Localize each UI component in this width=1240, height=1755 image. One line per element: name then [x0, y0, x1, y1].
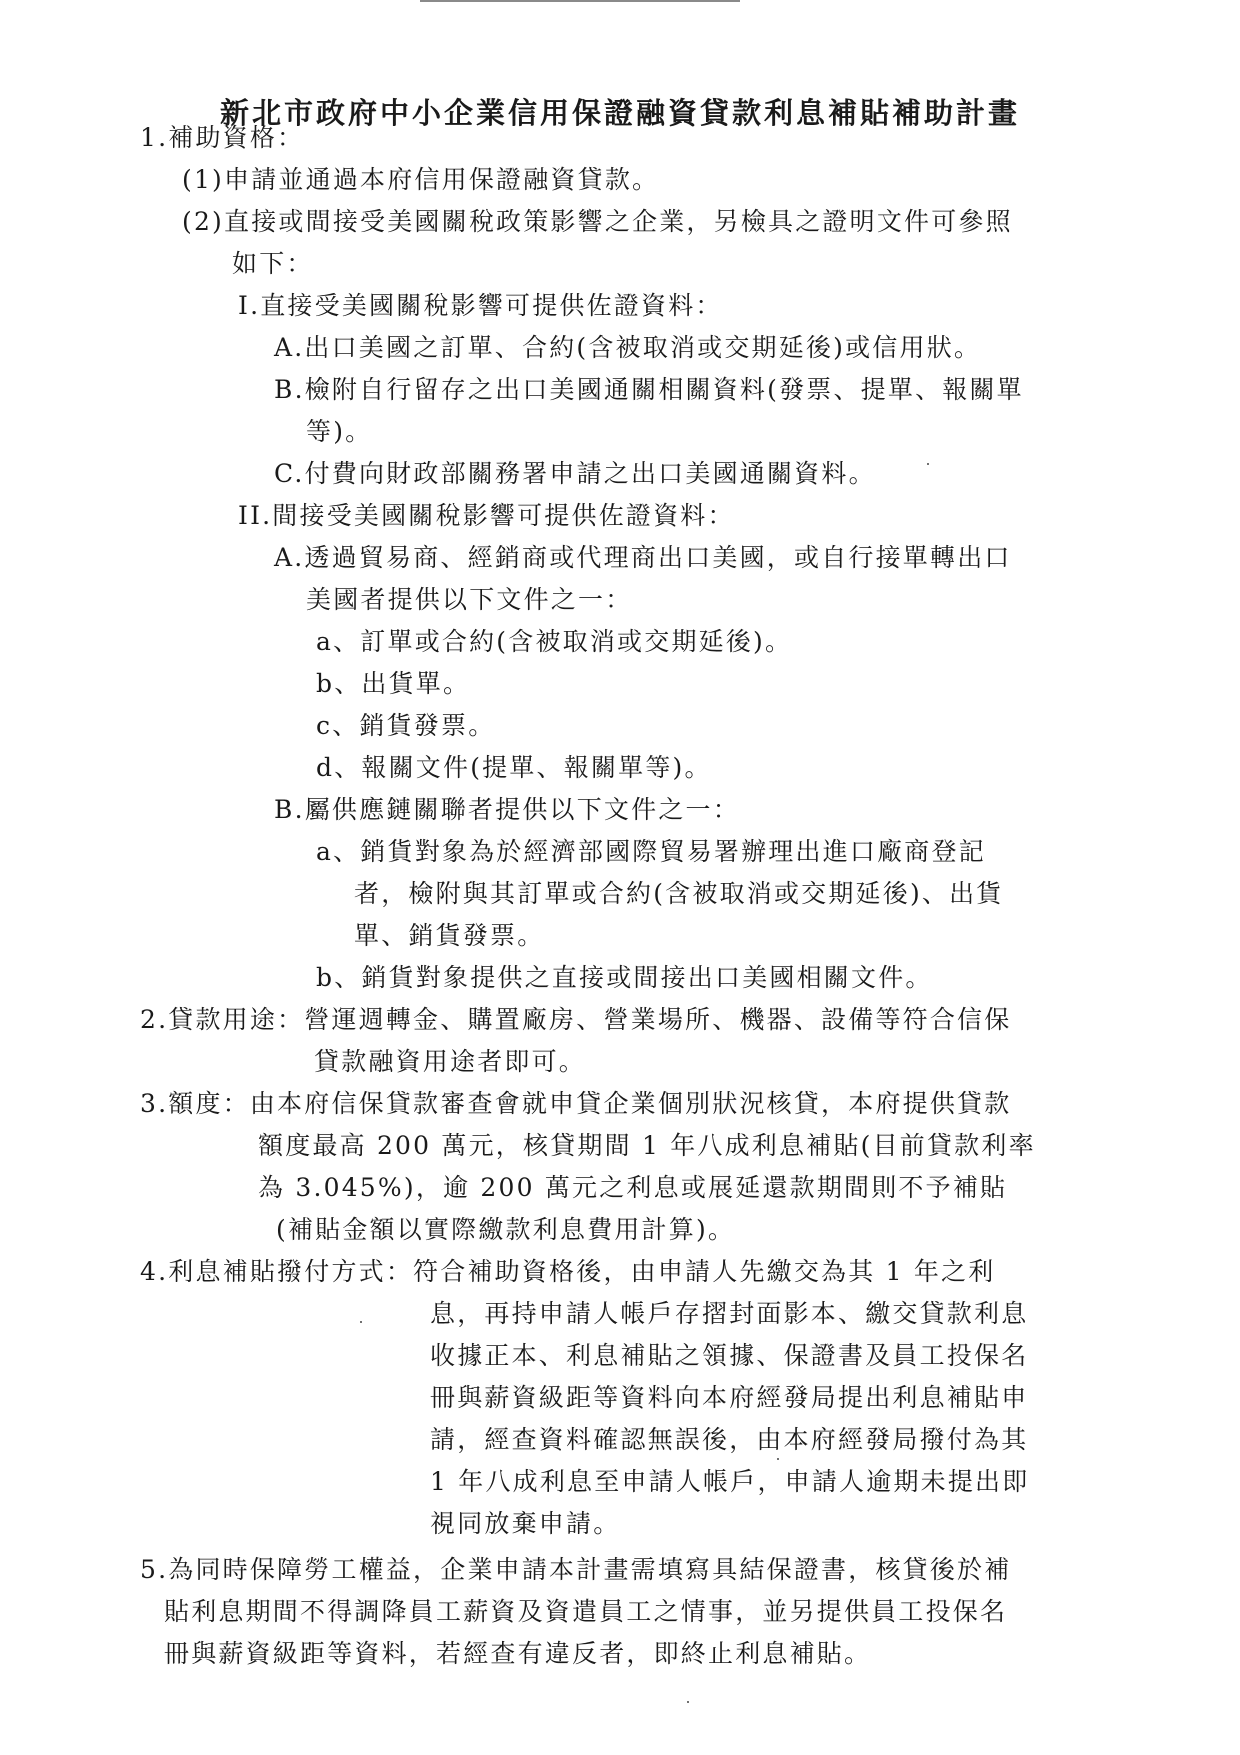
item-I-B-cont: 等)。	[306, 417, 373, 446]
item-II-B: B.屬供應鏈關聯者提供以下文件之一：	[274, 795, 740, 824]
section-4-cont4: 請，經查資料確認無誤後，由本府經發局撥付為其	[430, 1425, 1029, 1454]
item-II-A-b: b、出貨單。	[316, 669, 471, 698]
section-5: 5.為同時保障勞工權益，企業申請本計畫需填寫具結保證書，核貸後於補	[140, 1555, 1012, 1584]
item-II-A: A.透過貿易商、經銷商或代理商出口美國，或自行接單轉出口	[274, 543, 1012, 572]
scan-speck	[687, 1701, 689, 1703]
section-3: 3.額度：由本府信保貸款審查會就申貸企業個別狀況核貸，本府提供貸款	[140, 1089, 1012, 1118]
section-4-cont1: 息，再持申請人帳戶存摺封面影本、繳交貸款利息	[430, 1299, 1029, 1328]
item-I-B: B.檢附自行留存之出口美國通關相關資料(發票、提單、報關單	[274, 375, 1024, 404]
section-4: 4.利息補貼撥付方式：符合補助資格後，由申請人先繳交為其 1 年之利	[140, 1257, 996, 1286]
item-II-A-c: c、銷貨發票。	[316, 711, 496, 740]
item-1-2: (2)直接或間接受美國關稅政策影響之企業，另檢具之證明文件可參照	[182, 207, 1013, 236]
item-1-1: (1)申請並通過本府信用保證融資貸款。	[182, 165, 660, 194]
section-1-heading: 1.補助資格：	[140, 123, 305, 152]
section-4-cont6: 視同放棄申請。	[430, 1509, 621, 1538]
section-4-cont2: 收據正本、利息補貼之領據、保證書及員工投保名	[430, 1341, 1029, 1370]
section-3-cont2: 為 3.045%)，逾 200 萬元之利息或展延還款期間則不予補貼	[258, 1173, 1008, 1202]
item-II-B-b: b、銷貨對象提供之直接或間接出口美國相關文件。	[316, 963, 933, 992]
subsection-II-heading: II.間接受美國關稅影響可提供佐證資料：	[238, 501, 735, 530]
section-3-cont1: 額度最高 200 萬元，核貸期間 1 年八成利息補貼(目前貸款利率	[258, 1131, 1036, 1160]
scan-speck	[927, 463, 929, 465]
section-3-cont3: (補貼金額以實際繳款利息費用計算)。	[276, 1215, 736, 1244]
item-II-A-d: d、報關文件(提單、報關單等)。	[316, 753, 712, 782]
document-title: 新北市政府中小企業信用保證融資貸款利息補貼補助計畫	[219, 96, 1020, 131]
section-4-cont5: 1 年八成利息至申請人帳戶，申請人逾期未提出即	[430, 1467, 1030, 1496]
scan-edge-mark	[420, 0, 740, 2]
section-2: 2.貸款用途：營運週轉金、購置廠房、營業場所、機器、設備等符合信保	[140, 1005, 1012, 1034]
item-II-A-a: a、訂單或合約(含被取消或交期延後)。	[316, 627, 793, 656]
section-5-cont2: 冊與薪資級距等資料，若經查有違反者，即終止利息補貼。	[164, 1639, 872, 1668]
section-4-cont3: 冊與薪資級距等資料向本府經發局提出利息補貼申	[430, 1383, 1029, 1412]
item-I-A: A.出口美國之訂單、合約(含被取消或交期延後)或信用狀。	[274, 333, 982, 362]
section-5-cont1: 貼利息期間不得調降員工薪資及資遣員工之情事，並另提供員工投保名	[164, 1597, 1008, 1626]
item-II-B-a-cont1: 者，檢附與其訂單或合約(含被取消或交期延後)、出貨	[354, 879, 1004, 908]
item-1-2-cont: 如下：	[232, 249, 314, 278]
item-II-B-a: a、銷貨對象為於經濟部國際貿易署辦理出進口廠商登記	[316, 837, 986, 866]
item-II-B-a-cont2: 單、銷貨發票。	[354, 921, 545, 950]
item-I-C: C.付費向財政部關務署申請之出口美國通關資料。	[274, 459, 876, 488]
subsection-I-heading: I.直接受美國關稅影響可提供佐證資料：	[238, 291, 723, 320]
section-2-cont: 貸款融資用途者即可。	[314, 1047, 587, 1076]
scan-speck	[360, 1321, 362, 1323]
item-II-A-cont: 美國者提供以下文件之一：	[306, 585, 633, 614]
scan-speck	[777, 1458, 779, 1460]
